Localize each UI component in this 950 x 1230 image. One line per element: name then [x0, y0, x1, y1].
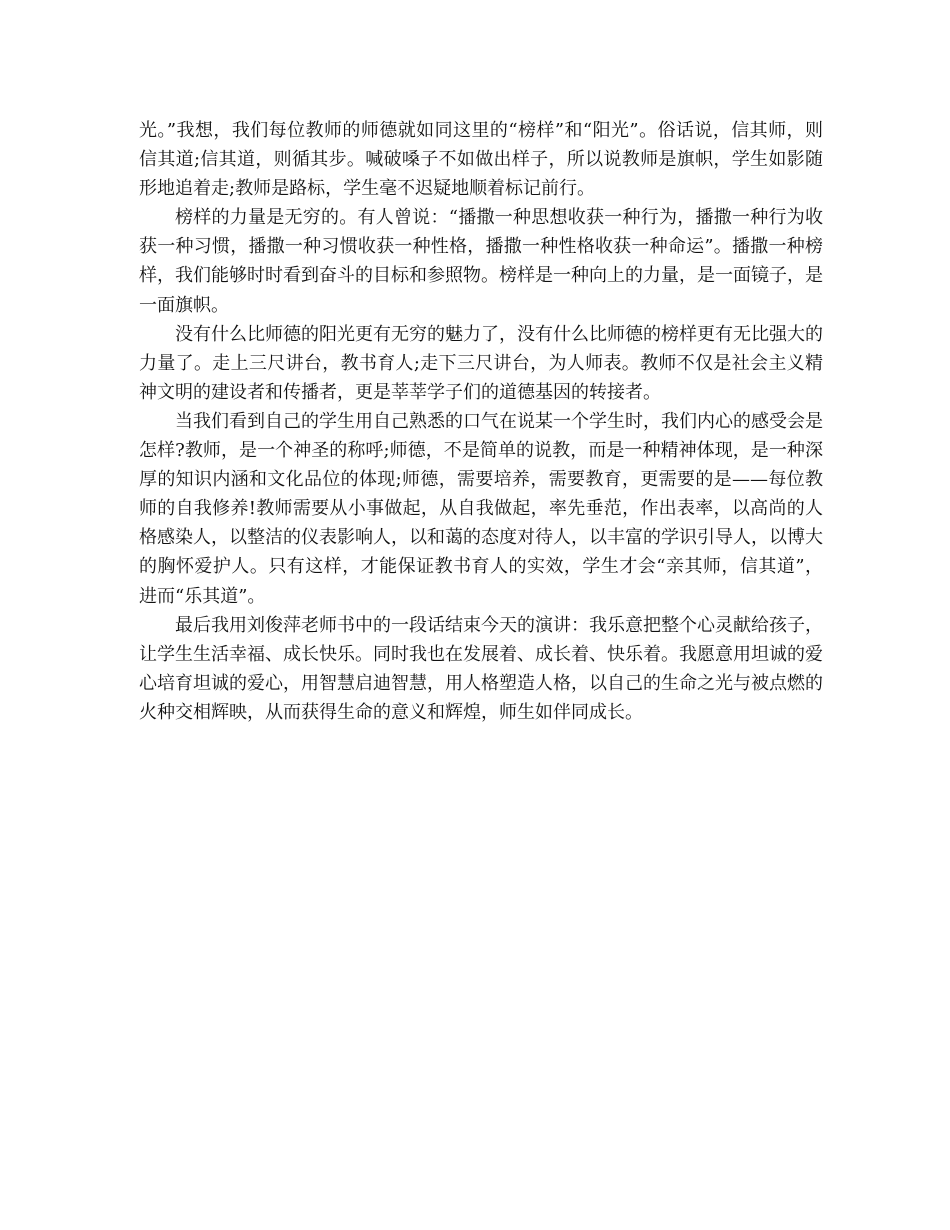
paragraph-2: 榜样的力量是无穷的。有人曾说：“播撒一种思想收获一种行为，播撒一种行为收获一种习惯，播撒一种习惯收获一种性格，播撒一种性格收获一种命运”。播撒一种榜样，我们能够时时看到奋斗的目标和参照物。榜样是一种向上的力量，是一面镜子，是一面旗帜。	[139, 207, 823, 316]
paragraph-1: 光。”我想，我们每位教师的师德就如同这里的“榜样”和“阳光”。俗话说，信其师，则信其道;信其道，则循其步。喊破嗓子不如做出样子，所以说教师是旗帜，学生如影随形地追着走;教师是路标，学生毫不迟疑地顺着标记前行。	[139, 120, 823, 200]
paragraph-3: 没有什么比师德的阳光更有无穷的魅力了，没有什么比师德的榜样更有无比强大的力量了。走上三尺讲台，教书育人;走下三尺讲台，为人师表。教师不仅是社会主义精神文明的建设者和传播者，更是莘莘学子们的道德基因的转接者。	[139, 323, 823, 403]
paragraph-5: 最后我用刘俊萍老师书中的一段话结束今天的演讲：我乐意把整个心灵献给孩子，让学生生活幸福、成长快乐。同时我也在发展着、成长着、快乐着。我愿意用坦诚的爱心培育坦诚的爱心，用智慧启迪智慧，用人格塑造人格，以自己的生命之光与被点燃的火种交相辉映，从而获得生命的意义和辉煌，师生如伴同成长。	[139, 614, 823, 723]
document-body	[139, 116, 823, 727]
paragraph-4: 当我们看到自己的学生用自己熟悉的口气在说某一个学生时，我们内心的感受会是怎样?教师，是一个神圣的称呼;师德，不是简单的说教，而是一种精神体现，是一种深厚的知识内涵和文化品位的体现;师德，需要培养，需要教育，更需要的是——每位教师的自我修养!教师需要从小事做起，从自我做起，率先垂范，作出表率，以高尚的人格感染人，以整洁的仪表影响人，以和蔼的态度对待人，以丰富的学识引导人，以博大的胸怀爱护人。只有这样，才能保证教书育人的实效，学生才会“亲其师，信其道”，进而“乐其道”。	[139, 410, 823, 607]
